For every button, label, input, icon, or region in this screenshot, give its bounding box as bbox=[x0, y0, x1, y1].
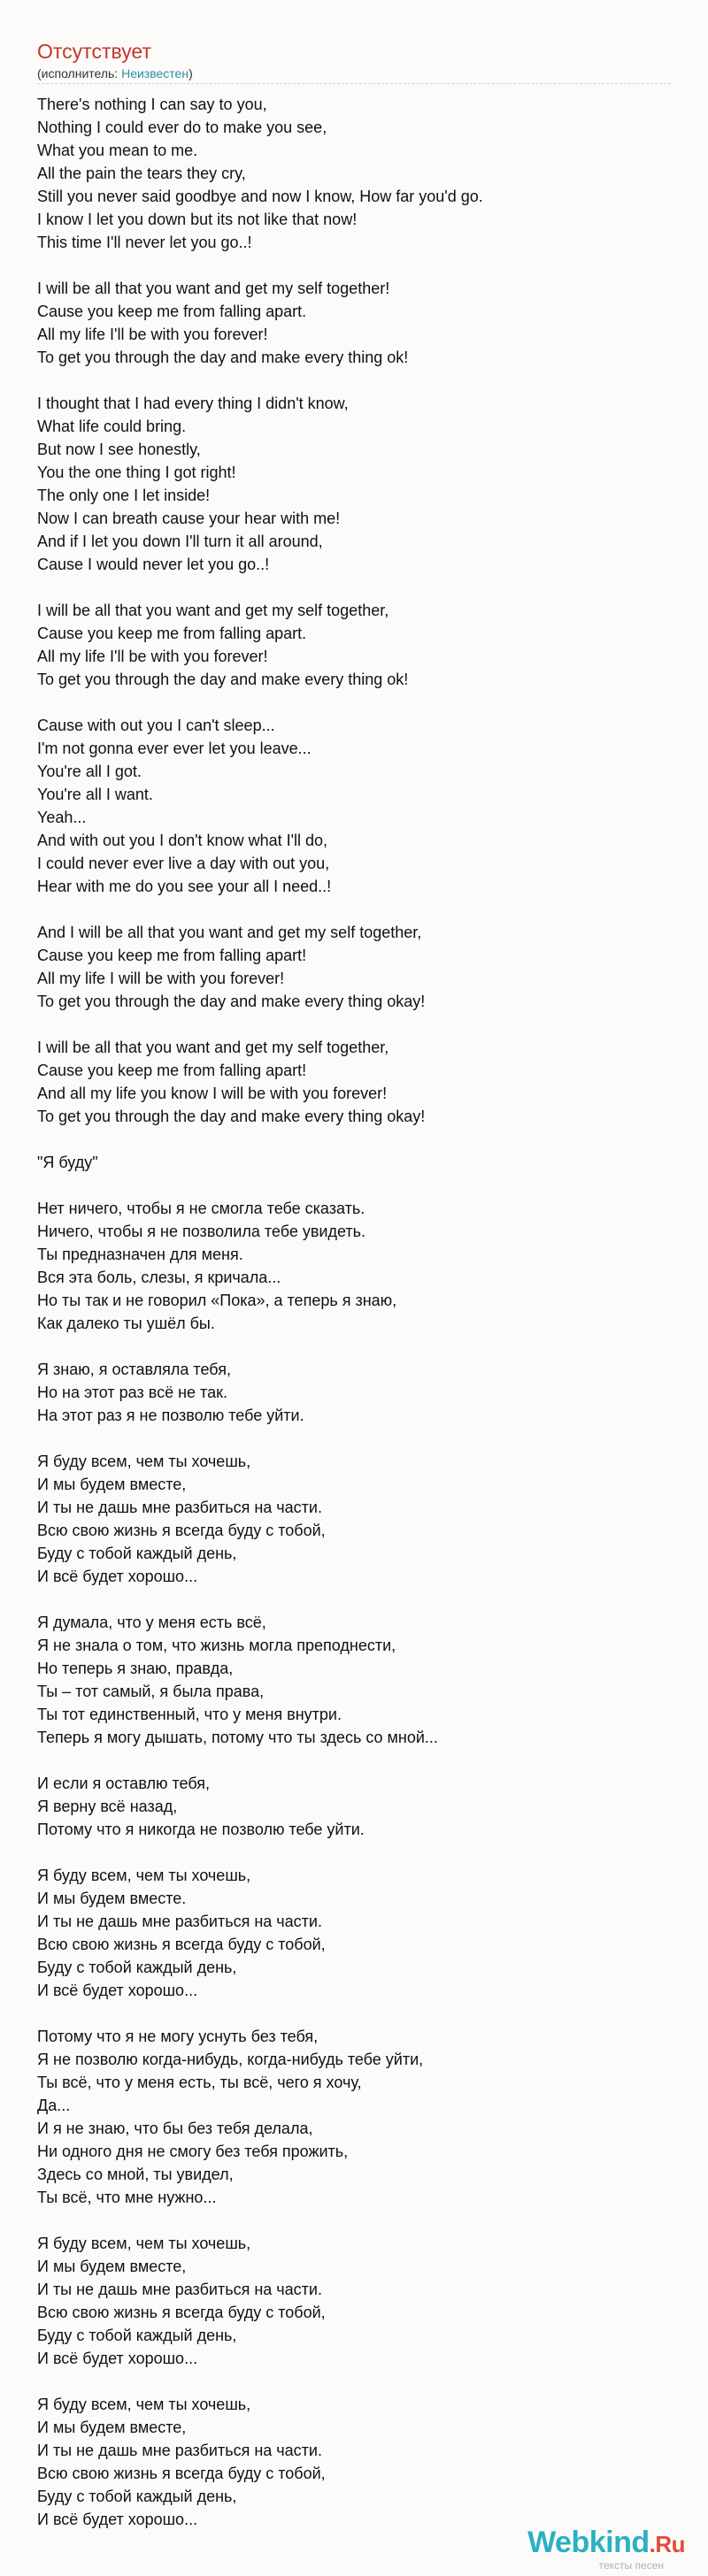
lyric-line: Ты всё, что мне нужно... bbox=[37, 2189, 217, 2206]
lyric-line: Буду с тобой каждый день, bbox=[37, 2488, 237, 2505]
lyric-line: You're all I want. bbox=[37, 786, 153, 803]
lyric-line: Я знаю, я оставляла тебя, bbox=[37, 1361, 231, 1378]
stanza-break bbox=[37, 2002, 708, 2025]
lyric-line: На этот раз я не позволю тебе уйти. bbox=[37, 1407, 304, 1424]
stanza-break bbox=[37, 1128, 708, 1151]
lyric-line: The only one I let inside! bbox=[37, 487, 211, 504]
lyric-line: Да... bbox=[37, 2097, 71, 2114]
lyric-line: Как далеко ты ушёл бы. bbox=[37, 1315, 215, 1332]
lyric-line: И мы будем вместе, bbox=[37, 2258, 187, 2275]
lyric-line: И всё будет хорошо... bbox=[37, 2350, 198, 2367]
stanza-break bbox=[37, 691, 708, 714]
lyric-line: I will be all that you want and get my self together! bbox=[37, 280, 390, 297]
lyric-line: Здесь со мной, ты увидел, bbox=[37, 2166, 234, 2183]
lyrics-text bbox=[37, 93, 708, 2531]
lyric-line: And with out you I don't know what I'll do, bbox=[37, 832, 328, 849]
lyric-line: И всё будет хорошо... bbox=[37, 1982, 198, 1999]
lyric-line: I will be all that you want and get my self together, bbox=[37, 602, 389, 619]
lyric-line: Всю свою жизнь я всегда буду с тобой, bbox=[37, 2304, 326, 2321]
lyric-line: И мы будем вместе, bbox=[37, 1476, 187, 1493]
lyric-line: To get you through the day and make every thing okay! bbox=[37, 1108, 426, 1125]
lyric-line: I thought that I had every thing I didn't know, bbox=[37, 395, 349, 412]
song-title: Отсутствует bbox=[37, 40, 151, 63]
lyric-line: Ты всё, что у меня есть, ты всё, чего я хочу, bbox=[37, 2074, 362, 2091]
lyric-line: Cause you keep me from falling apart! bbox=[37, 1062, 307, 1079]
lyric-line: Всю свою жизнь я всегда буду с тобой, bbox=[37, 1936, 326, 1953]
lyric-line: Я буду всем, чем ты хочешь, bbox=[37, 2396, 251, 2413]
artist-link[interactable]: Неизвестен bbox=[121, 66, 189, 80]
lyric-line: Я не позволю когда-нибудь, когда-нибудь тебе уйти, bbox=[37, 2051, 424, 2068]
lyric-line: Now I can breath cause your hear with me! bbox=[37, 510, 341, 527]
lyric-line: И мы будем вместе. bbox=[37, 1890, 187, 1907]
stanza-break bbox=[37, 1749, 708, 1772]
lyric-line: Я буду всем, чем ты хочешь, bbox=[37, 1453, 251, 1470]
lyric-line: Я думала, что у меня есть всё, bbox=[37, 1614, 266, 1631]
lyric-line: Но ты так и не говорил «Пока», а теперь я знаю, bbox=[37, 1292, 397, 1309]
stanza-break bbox=[37, 1335, 708, 1358]
stanza-break bbox=[37, 2209, 708, 2232]
lyric-line: To get you through the day and make every thing okay! bbox=[37, 993, 426, 1010]
lyric-line: I could never ever live a day with out you, bbox=[37, 855, 330, 872]
logo-main-text: Webkind bbox=[527, 2526, 650, 2559]
stanza-break bbox=[37, 576, 708, 599]
lyric-line: And I will be all that you want and get my self together, bbox=[37, 924, 422, 941]
stanza-break bbox=[37, 2370, 708, 2393]
lyric-line: And if I let you down I'll turn it all around, bbox=[37, 533, 323, 550]
lyric-line: To get you through the day and make every thing ok! bbox=[37, 671, 409, 688]
lyric-line: You the one thing I got right! bbox=[37, 464, 236, 481]
stanza-break bbox=[37, 1841, 708, 1864]
lyric-line: Ничего, чтобы я не позволила тебе увидеть. bbox=[37, 1223, 366, 1240]
lyric-line: Потому что я никогда не позволю тебе уйти. bbox=[37, 1821, 365, 1838]
logo-tld-text: .Ru bbox=[649, 2531, 685, 2557]
lyric-line: All my life I'll be with you forever! bbox=[37, 648, 268, 665]
lyric-line: Cause with out you I can't sleep... bbox=[37, 717, 275, 734]
lyric-line: What life could bring. bbox=[37, 418, 187, 435]
lyric-line: Нет ничего, чтобы я не смогла тебе сказать. bbox=[37, 1200, 366, 1217]
lyric-line: И ты не дашь мне разбиться на части. bbox=[37, 2281, 322, 2298]
artist-line bbox=[37, 65, 671, 84]
lyric-line: Still you never said goodbye and now I know, How far you'd go. bbox=[37, 188, 483, 205]
stanza-break bbox=[37, 254, 708, 277]
lyric-line: Всю свою жизнь я всегда буду с тобой, bbox=[37, 1522, 326, 1539]
lyric-line: Всю свою жизнь я всегда буду с тобой, bbox=[37, 2465, 326, 2482]
lyric-line: All my life I'll be with you forever! bbox=[37, 326, 268, 343]
logo-wordmark bbox=[527, 2526, 685, 2560]
lyric-line: И я не знаю, что бы без тебя делала, bbox=[37, 2120, 313, 2137]
lyric-line: Я верну всё назад, bbox=[37, 1798, 178, 1815]
lyric-line: Но теперь я знаю, правда, bbox=[37, 1660, 234, 1677]
stanza-break bbox=[37, 369, 708, 392]
lyric-line: Я буду всем, чем ты хочешь, bbox=[37, 1867, 251, 1884]
lyric-line: Ты – тот самый, я была права, bbox=[37, 1683, 265, 1700]
lyric-line: Cause you keep me from falling apart! bbox=[37, 947, 307, 964]
lyric-line: What you mean to me. bbox=[37, 142, 198, 159]
lyric-line: And all my life you know I will be with you forever! bbox=[37, 1085, 388, 1102]
lyric-line: Я не знала о том, что жизнь могла преподнести, bbox=[37, 1637, 396, 1654]
lyric-line: Теперь я могу дышать, потому что ты здесь со мной... bbox=[37, 1729, 438, 1746]
lyric-line: Ты тот единственный, что у меня внутри. bbox=[37, 1706, 342, 1723]
lyric-line: Но на этот раз всё не так. bbox=[37, 1384, 227, 1401]
logo-subtitle: тексты песен bbox=[598, 2559, 664, 2572]
lyric-line: I will be all that you want and get my self together, bbox=[37, 1039, 389, 1056]
stanza-break bbox=[37, 898, 708, 921]
lyric-line: Ни одного дня не смогу без тебя прожить, bbox=[37, 2143, 349, 2160]
lyric-line: Потому что я не могу уснуть без тебя, bbox=[37, 2028, 319, 2045]
lyric-line: И ты не дашь мне разбиться на части. bbox=[37, 1499, 322, 1516]
lyric-line: Yeah... bbox=[37, 809, 87, 826]
lyric-line: Буду с тобой каждый день, bbox=[37, 1959, 237, 1976]
lyric-line: To get you through the day and make every thing ok! bbox=[37, 349, 409, 366]
lyric-line: Hear with me do you see your all I need..! bbox=[37, 878, 332, 895]
lyric-line: This time I'll never let you go..! bbox=[37, 234, 252, 251]
stanza-break bbox=[37, 1588, 708, 1611]
lyric-line: Вся эта боль, слезы, я кричала... bbox=[37, 1269, 281, 1286]
lyric-line: I know I let you down but its not like that now! bbox=[37, 211, 358, 228]
lyric-line: И всё будет хорошо... bbox=[37, 1568, 198, 1585]
lyric-line: И ты не дашь мне разбиться на части. bbox=[37, 1913, 322, 1930]
lyric-line: Cause I would never let you go..! bbox=[37, 556, 270, 573]
lyric-line: Ты предназначен для меня. bbox=[37, 1246, 243, 1263]
lyric-line: Я буду всем, чем ты хочешь, bbox=[37, 2235, 251, 2252]
stanza-break bbox=[37, 1174, 708, 1197]
lyric-line: "Я буду" bbox=[37, 1154, 98, 1171]
lyric-line: I'm not gonna ever ever let you leave... bbox=[37, 740, 312, 757]
lyric-line: There's nothing I can say to you, bbox=[37, 96, 267, 113]
lyric-line: И мы будем вместе, bbox=[37, 2419, 187, 2436]
lyric-line: All the pain the tears they cry, bbox=[37, 165, 246, 182]
lyric-line: You're all I got. bbox=[37, 763, 142, 780]
lyric-line: И ты не дашь мне разбиться на части. bbox=[37, 2442, 322, 2459]
site-logo[interactable] bbox=[527, 2526, 685, 2571]
lyric-line: И если я оставлю тебя, bbox=[37, 1775, 210, 1792]
lyric-line: But now I see honestly, bbox=[37, 441, 201, 458]
lyric-line: И всё будет хорошо... bbox=[37, 2511, 198, 2528]
stanza-break bbox=[37, 1427, 708, 1450]
lyric-line: Буду с тобой каждый день, bbox=[37, 1545, 237, 1562]
lyric-line: Cause you keep me from falling apart. bbox=[37, 625, 307, 642]
lyric-line: Cause you keep me from falling apart. bbox=[37, 303, 307, 320]
lyric-line: Nothing I could ever do to make you see, bbox=[37, 119, 327, 136]
artist-prefix: (исполнитель: bbox=[37, 66, 122, 80]
lyric-line: All my life I will be with you forever! bbox=[37, 970, 285, 987]
stanza-break bbox=[37, 1013, 708, 1036]
lyric-line: Буду с тобой каждый день, bbox=[37, 2327, 237, 2344]
artist-suffix: ) bbox=[189, 66, 193, 80]
